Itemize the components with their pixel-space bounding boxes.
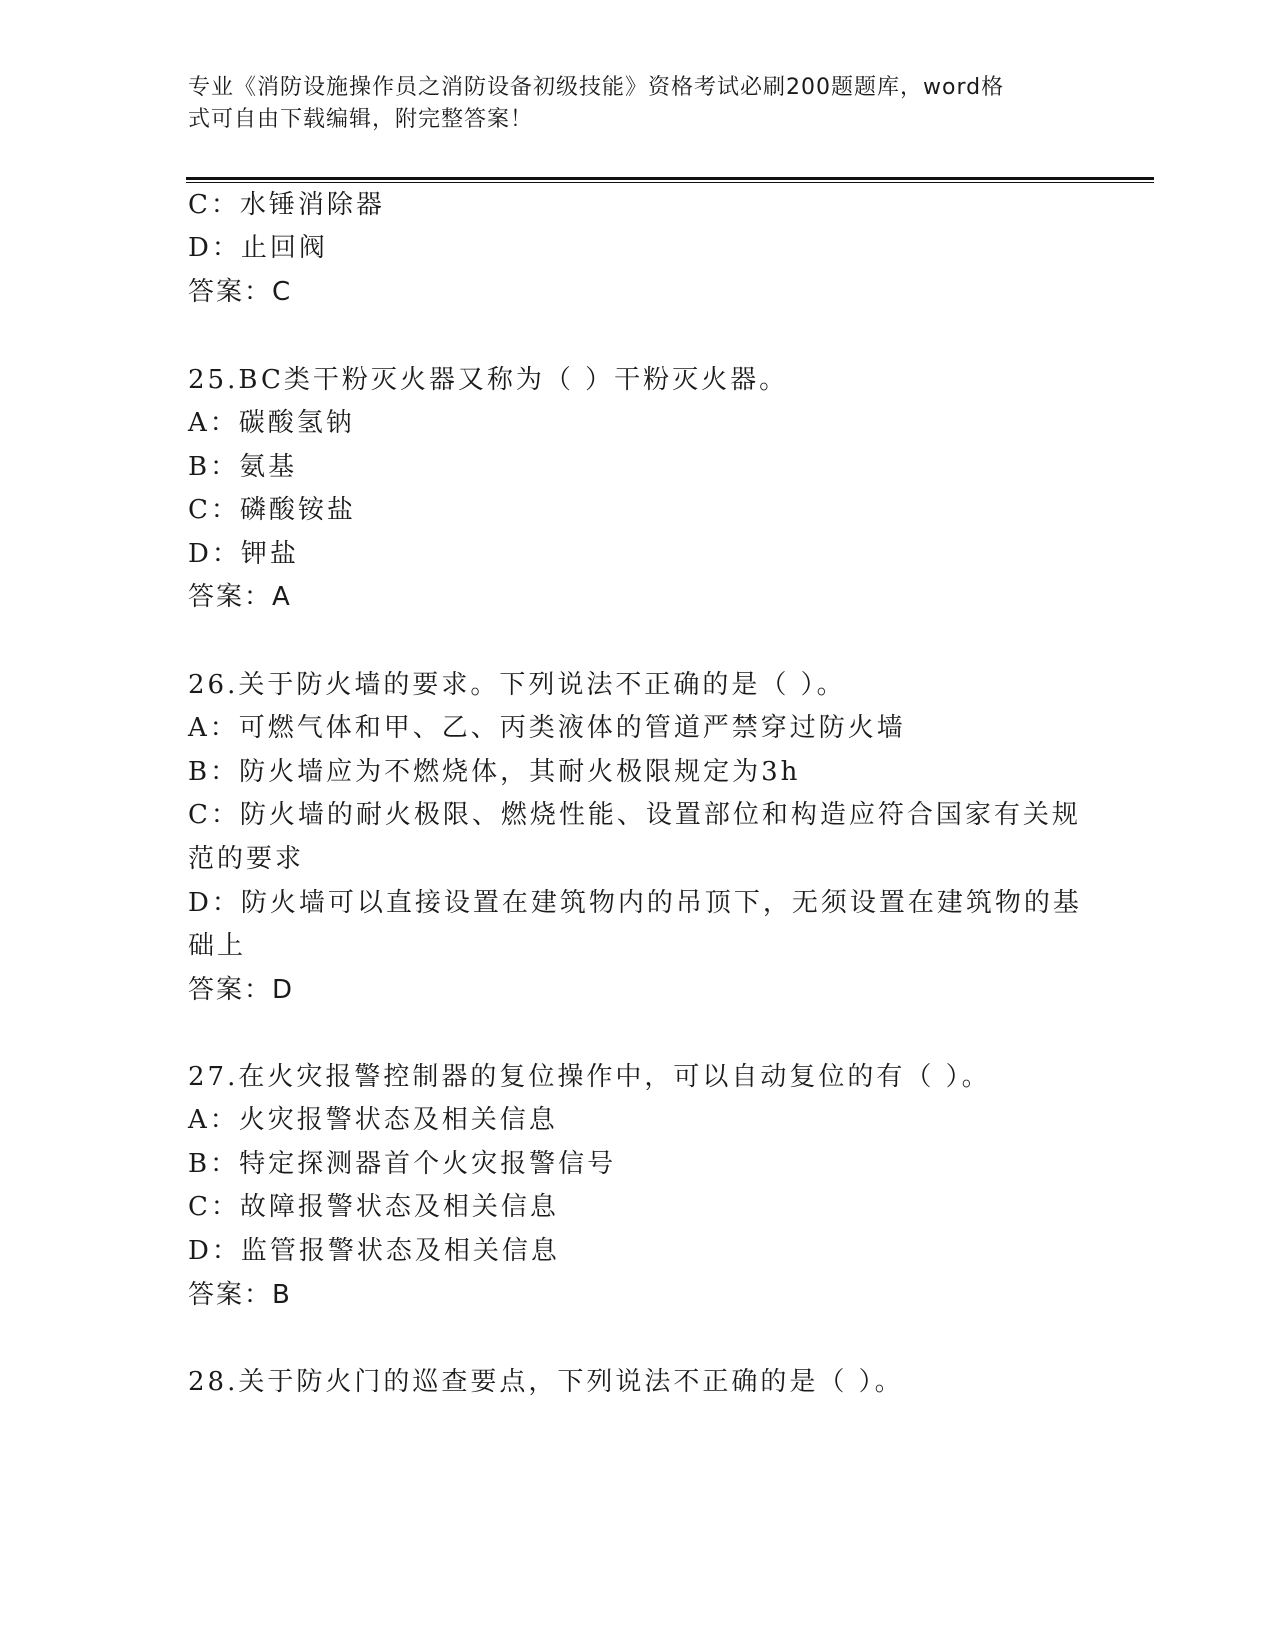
- q26-option-c-line-1: C：防火墙的耐火极限、燃烧性能、设置部位和构造应符合国家有关规: [188, 800, 1081, 830]
- q24-option-c: C：水锤消除器: [188, 190, 385, 220]
- header-line-2: 式可自由下载编辑，附完整答案！: [188, 107, 534, 132]
- q26-option-a: A：可燃气体和甲、乙、丙类液体的管道严禁穿过防火墙: [188, 713, 906, 743]
- q26-option-d-line-2: 础上: [188, 931, 247, 961]
- q25-option-b: B：氨基: [188, 452, 298, 482]
- q25-option-a: A：碳酸氢钠: [188, 408, 355, 438]
- q25-question: 25.BC类干粉灭火器又称为（ ）干粉灭火器。: [188, 365, 789, 395]
- q26-option-b: B：防火墙应为不燃烧体，其耐火极限规定为3h: [188, 757, 801, 787]
- header-divider-thin: [186, 182, 1154, 183]
- q26-option-c-line-2: 范的要求: [188, 844, 305, 874]
- q24-option-d: D：止回阀: [188, 233, 328, 263]
- q26-question: 26.关于防火墙的要求。下列说法不正确的是（ ）。: [188, 670, 846, 700]
- q26-answer: 答案：D: [188, 975, 295, 1005]
- q25-option-d: D：钾盐: [188, 539, 299, 569]
- q27-option-b: B：特定探测器首个火灾报警信号: [188, 1149, 617, 1179]
- document-header: [188, 72, 1068, 136]
- q24-answer: 答案：C: [188, 277, 293, 307]
- q27-option-d: D：监管报警状态及相关信息: [188, 1236, 560, 1266]
- q28-question: 28.关于防火门的巡查要点，下列说法不正确的是（ ）。: [188, 1367, 904, 1397]
- q25-option-c: C：磷酸铵盐: [188, 495, 356, 525]
- q25-answer: 答案：A: [188, 582, 292, 612]
- header-line-1: 专业《消防设施操作员之消防设备初级技能》资格考试必刷200题题库，word格: [188, 75, 1005, 100]
- q27-answer: 答案：B: [188, 1280, 292, 1310]
- header-divider-thick: [186, 177, 1154, 180]
- q27-question: 27.在火灾报警控制器的复位操作中，可以自动复位的有（ ）。: [188, 1062, 991, 1092]
- q27-option-c: C：故障报警状态及相关信息: [188, 1192, 559, 1222]
- q26-option-d-line-1: D：防火墙可以直接设置在建筑物内的吊顶下，无须设置在建筑物的基: [188, 888, 1082, 918]
- q27-option-a: A：火灾报警状态及相关信息: [188, 1105, 558, 1135]
